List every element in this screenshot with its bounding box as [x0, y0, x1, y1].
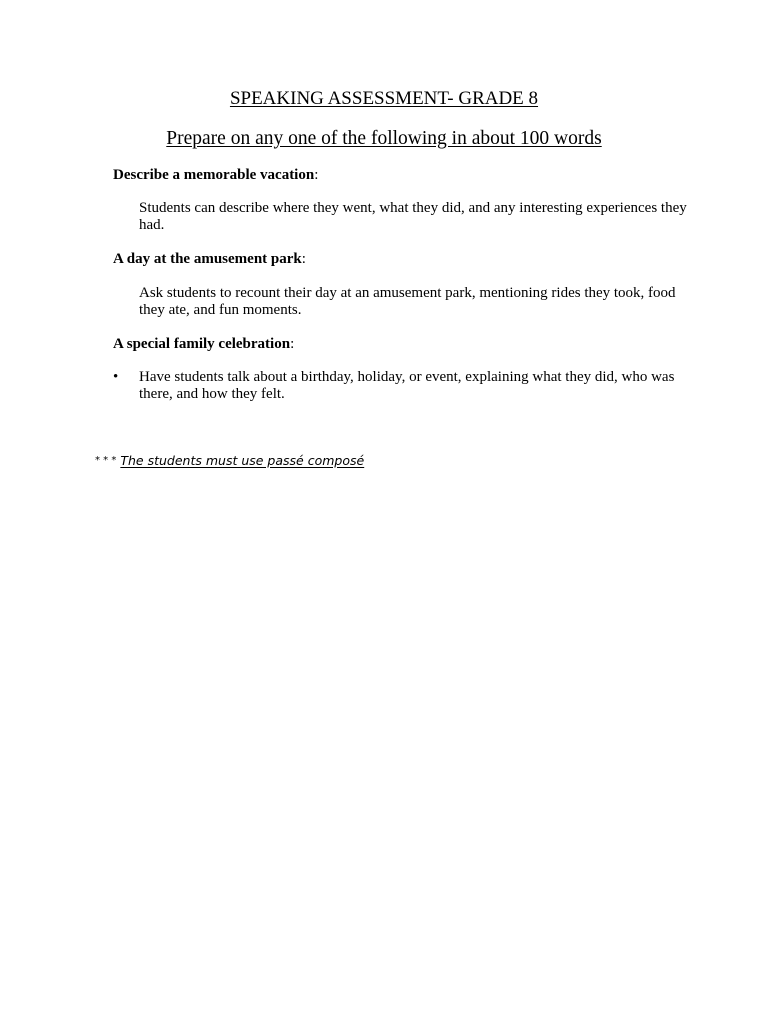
section-heading-text: A special family celebration: [113, 336, 291, 352]
section-text-amusement-park: Ask students to recount their day at an amusement park, mentioning rides they took, food they ate, and fun moments.: [139, 285, 676, 318]
heading-colon: :: [290, 336, 295, 352]
note-stars: * * *: [95, 455, 117, 466]
note-text: The students must use passé composé: [120, 453, 365, 468]
heading-colon: :: [314, 167, 319, 183]
section-text-vacation: Students can describe where they went, what they did, and any interesting experiences they had.: [139, 200, 687, 233]
section-text-family-celebration: Have students talk about a birthday, holiday, or event, explaining what they did, who was there, and how they felt.: [139, 369, 675, 402]
footnote: [95, 453, 364, 469]
section-heading-amusement-park: [113, 250, 306, 268]
bullet-marker: •: [113, 369, 119, 385]
section-heading-family-celebration: [113, 335, 294, 353]
page-subtitle: Prepare on any one of the following in about 100 words: [166, 128, 602, 149]
section-heading-text: A day at the amusement park: [113, 251, 302, 267]
section-heading-vacation: [113, 166, 318, 184]
page-title: SPEAKING ASSESSMENT- GRADE 8: [229, 88, 539, 109]
heading-colon: :: [301, 251, 306, 267]
section-heading-text: Describe a memorable vacation: [113, 167, 315, 183]
